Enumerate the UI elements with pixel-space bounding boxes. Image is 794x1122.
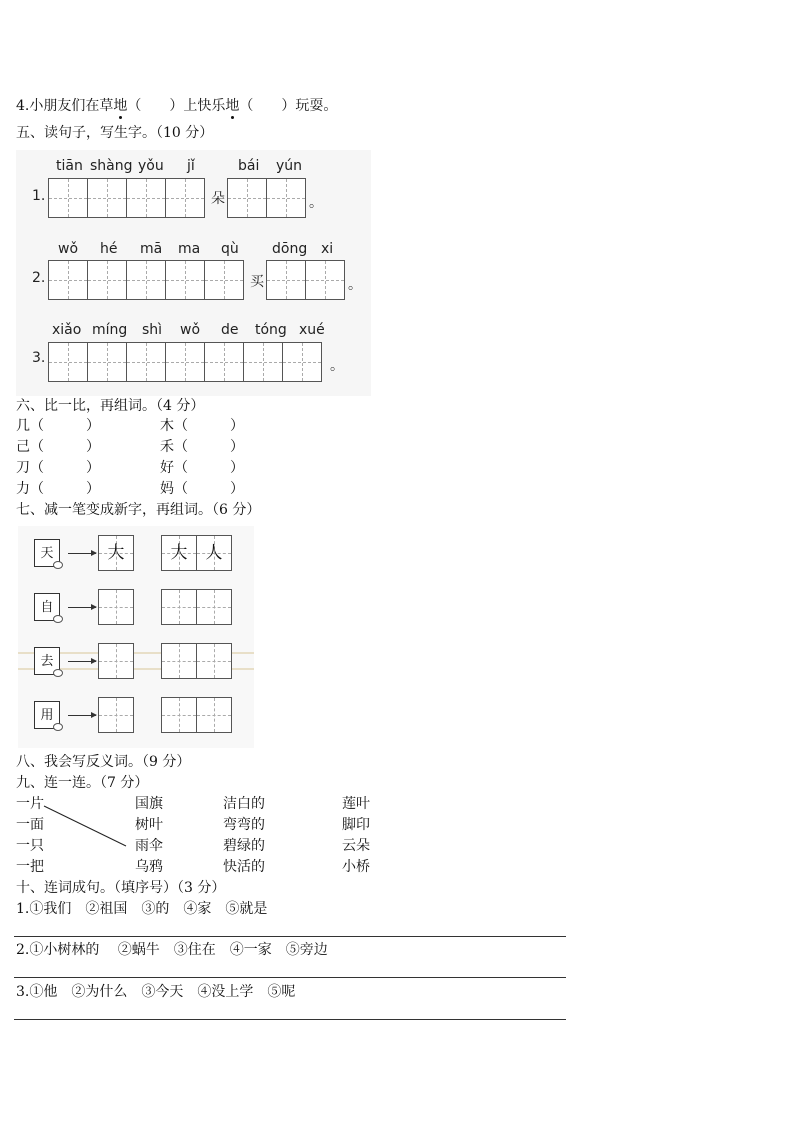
section-5-heading: 五、读句子，写生字。（10 分） <box>16 125 214 141</box>
match-item-col4[interactable]: 脚印 <box>342 817 370 833</box>
arrow-icon <box>68 715 96 716</box>
char-cell[interactable] <box>165 260 205 300</box>
word-cell[interactable] <box>161 643 197 679</box>
char-cell[interactable] <box>87 260 127 300</box>
writing-grid[interactable] <box>48 342 321 382</box>
arrow-icon <box>68 553 96 554</box>
new-char-cell[interactable] <box>98 643 134 679</box>
pinyin: qù <box>221 241 239 257</box>
q4-text-b: （ ）上快乐 <box>127 98 226 114</box>
word-cell[interactable] <box>161 589 197 625</box>
period: 。 <box>330 358 344 374</box>
pinyin: ma <box>178 241 201 257</box>
match-item-col3[interactable]: 碧绿的 <box>223 838 265 854</box>
match-item-col1[interactable]: 一把 <box>16 859 44 875</box>
pinyin: jǐ <box>187 158 195 174</box>
source-char-box: 用 <box>34 701 60 729</box>
pinyin: míng <box>92 322 128 338</box>
match-item-col2[interactable]: 国旗 <box>135 796 163 812</box>
q4-text-a: 4.小朋友们在草 <box>16 98 114 114</box>
sentence-item: 3.①他 ②为什么 ③今天 ④没上学 ⑤呢 <box>16 984 296 1000</box>
pinyin: hé <box>100 241 118 257</box>
match-item-col3[interactable]: 弯弯的 <box>223 817 265 833</box>
match-item-col1[interactable]: 一片 <box>16 796 44 812</box>
char-cell[interactable] <box>282 342 322 382</box>
row-number: 1. <box>32 188 46 204</box>
word-cell[interactable] <box>196 589 232 625</box>
word-cell[interactable] <box>196 697 232 733</box>
question-4 <box>16 97 337 115</box>
pinyin: mā <box>140 241 163 257</box>
source-char-box: 天 <box>34 539 60 567</box>
char-cell[interactable] <box>126 342 166 382</box>
char-cell[interactable] <box>165 178 205 218</box>
compare-left-item[interactable]: 刀（ ） <box>16 460 100 476</box>
char-cell[interactable] <box>87 342 127 382</box>
compare-right-item[interactable]: 妈（ ） <box>160 481 244 497</box>
example-word-char: 大 <box>170 543 188 563</box>
row-number: 2. <box>32 270 46 286</box>
new-char-cell <box>98 535 134 571</box>
pinyin: bái <box>238 158 260 174</box>
pinyin: wǒ <box>58 241 79 257</box>
match-item-col2[interactable]: 雨伞 <box>135 838 163 854</box>
given-char: 买 <box>250 274 264 290</box>
word-cell[interactable] <box>161 697 197 733</box>
example-connector-line <box>40 802 160 852</box>
match-item-col3[interactable]: 洁白的 <box>223 796 265 812</box>
q4-dotted-char-2: 地 <box>225 98 240 114</box>
arrow-icon <box>68 607 96 608</box>
pinyin: yún <box>276 158 303 174</box>
match-item-col4[interactable]: 莲叶 <box>342 796 370 812</box>
section-10-heading: 十、连词成句。（填序号）（3 分） <box>16 880 226 896</box>
word-cell <box>196 535 232 571</box>
given-char: 朵 <box>211 191 225 207</box>
arrow-icon <box>68 661 96 662</box>
match-item-col2[interactable]: 树叶 <box>135 817 163 833</box>
word-cell <box>161 535 197 571</box>
char-cell[interactable] <box>48 342 88 382</box>
match-item-col3[interactable]: 快活的 <box>223 859 265 875</box>
char-cell[interactable] <box>266 260 306 300</box>
pinyin: xiǎo <box>52 322 82 338</box>
pinyin: tiān <box>56 158 83 174</box>
source-char-box: 去 <box>34 647 60 675</box>
new-char-cell[interactable] <box>98 697 134 733</box>
pinyin: wǒ <box>180 322 201 338</box>
char-cell[interactable] <box>204 260 244 300</box>
char-cell[interactable] <box>87 178 127 218</box>
compare-left-item[interactable]: 力（ ） <box>16 481 100 497</box>
char-cell[interactable] <box>266 178 306 218</box>
match-item-col2[interactable]: 乌鸦 <box>135 859 163 875</box>
pinyin: xi <box>321 241 334 257</box>
section-8-heading: 八、我会写反义词。（9 分） <box>16 754 191 770</box>
sentence-item: 2.①小树林的 ②蜗牛 ③住在 ④一家 ⑤旁边 <box>16 942 328 958</box>
answer-line[interactable] <box>14 936 566 937</box>
answer-line[interactable] <box>14 1019 566 1020</box>
char-cell[interactable] <box>126 178 166 218</box>
word-cell[interactable] <box>196 643 232 679</box>
example-word-char: 人 <box>205 543 223 563</box>
q4-text-c: （ ）玩耍。 <box>239 98 338 114</box>
section-6-heading: 六、比一比，再组词。（4 分） <box>16 398 205 414</box>
compare-right-item[interactable]: 木（ ） <box>160 418 244 434</box>
char-cell[interactable] <box>204 342 244 382</box>
example-new-char: 大 <box>107 543 125 563</box>
q4-dotted-char-1: 地 <box>113 98 128 114</box>
match-item-col1[interactable]: 一面 <box>16 817 44 833</box>
writing-grid[interactable] <box>266 260 344 300</box>
pinyin: xué <box>299 322 325 338</box>
compare-right-item[interactable]: 禾（ ） <box>160 439 244 455</box>
sentence-item: 1.①我们 ②祖国 ③的 ④家 ⑤就是 <box>16 901 268 917</box>
pinyin: yǒu <box>138 158 164 174</box>
answer-line[interactable] <box>14 977 566 978</box>
period: 。 <box>348 277 362 293</box>
char-cell[interactable] <box>305 260 345 300</box>
pinyin: de <box>221 322 239 338</box>
match-item-col1[interactable]: 一只 <box>16 838 44 854</box>
char-cell[interactable] <box>243 342 283 382</box>
writing-grid[interactable] <box>227 178 305 218</box>
pinyin: shàng <box>90 158 133 174</box>
pinyin: dōng <box>272 241 308 257</box>
match-item-col4[interactable]: 云朵 <box>342 838 370 854</box>
writing-grid[interactable] <box>48 178 204 218</box>
match-item-col4[interactable]: 小桥 <box>342 859 370 875</box>
source-char-box: 自 <box>34 593 60 621</box>
char-cell[interactable] <box>126 260 166 300</box>
pinyin: tóng <box>255 322 287 338</box>
char-cell[interactable] <box>165 342 205 382</box>
writing-grid[interactable] <box>48 260 243 300</box>
section-5-panel <box>16 150 371 396</box>
char-cell[interactable] <box>227 178 267 218</box>
period: 。 <box>309 195 323 211</box>
section-9-heading: 九、连一连。（7 分） <box>16 775 149 791</box>
section-7-heading: 七、减一笔变成新字，再组词。（6 分） <box>16 502 261 518</box>
char-cell[interactable] <box>48 178 88 218</box>
compare-right-item[interactable]: 好（ ） <box>160 460 244 476</box>
compare-left-item[interactable]: 己（ ） <box>16 439 100 455</box>
new-char-cell[interactable] <box>98 589 134 625</box>
compare-left-item[interactable]: 几（ ） <box>16 418 100 434</box>
section-7-panel <box>18 526 254 748</box>
char-cell[interactable] <box>48 260 88 300</box>
row-number: 3. <box>32 350 46 366</box>
pinyin: shì <box>142 322 163 338</box>
